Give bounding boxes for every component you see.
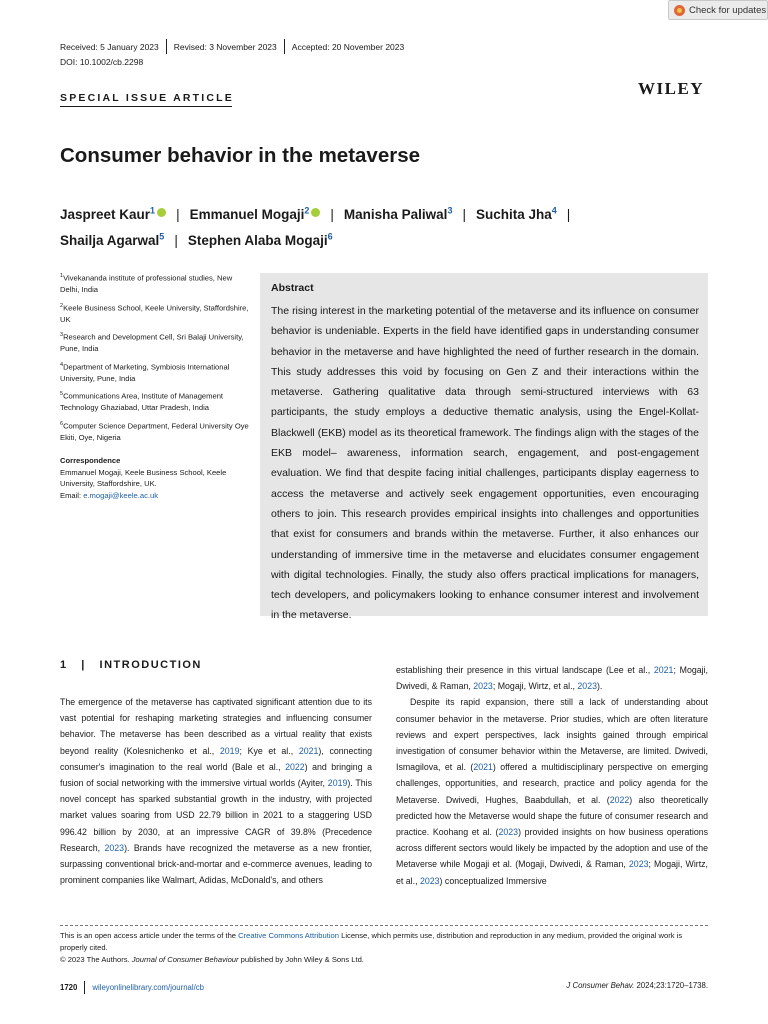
correspondence-heading: Correspondence [60, 456, 121, 466]
body-text: ). This novel concept has sparked substantial growth in the industry, with projected market values soaring from USD 22.79 billion in 2021 to a staggering USD 996.42 billion by 2030, at an impressive CAGR of 39.8% (Precedence Research, [60, 778, 372, 853]
citation-link[interactable]: 2023 [577, 681, 597, 692]
body-text: establishing their presence in this virtual landscape (Lee et al., [396, 665, 654, 675]
affiliation: $^4$Department of Marketing, Symbiosis International University, Pune, India [60, 361, 230, 383]
citation-link[interactable]: 2022 [609, 794, 630, 805]
citation-link[interactable]: 2021 [298, 745, 319, 756]
body-text: ) conceptualized Immersive [439, 875, 547, 886]
author[interactable]: Shailja Agarwal$^5$ [60, 231, 165, 248]
body-text: ). [596, 681, 603, 692]
body-text: ; Kye et al., [239, 745, 299, 756]
journal-citation: J Consumer Behav. 2024;23:1720–1738. [566, 981, 708, 990]
license-notice: This is an open access article under the terms of the Creative Commons Attribution License, which permits use, distribution and reproduction in any medium, provided the original work is properly cited. © 2023 The Authors. Journal of Consumer Behaviour published by John Wiley & Sons Ltd. [60, 931, 683, 965]
body-text: ), connecting consumer's imagination to the real world (Bale et al., [60, 745, 372, 772]
affiliation: $^1$Vivekananda institute of professional studies, New Delhi, India [60, 273, 233, 295]
author[interactable]: Emmanuel Mogaji$^2$ [189, 205, 310, 222]
affiliation: $^6$Computer Science Department, Federal University Oye Ekiti, Oye, Nigeria [60, 420, 249, 442]
citation-link[interactable]: 2023 [473, 681, 493, 692]
doi: DOI: 10.1002/cb.2298 [60, 57, 144, 67]
orcid-icon[interactable] [157, 208, 166, 217]
revised-date: Revised: 3 November 2023 [173, 41, 277, 52]
citation-link[interactable]: 2023 [104, 842, 125, 853]
page-number: 1720 [60, 983, 78, 992]
article-title: Consumer behavior in the metaverse [60, 144, 421, 167]
intro-column-left [60, 694, 372, 888]
email-link[interactable]: e.mogaji@keele.ac.uk [83, 490, 159, 500]
body-text: ) and bringing a fusion of social networking with the immersive virtual worlds (Ayiter, [60, 761, 372, 789]
affiliation: $^2$Keele Business School, Keele University, Staffordshire, UK [60, 302, 249, 324]
accepted-date: Accepted: 20 November 2023 [291, 41, 405, 52]
author-list: Jaspreet Kaur$^1$ | Emmanuel Mogaji$^2$ | Manisha Paliwal$^3$ | Suchita Jha$^4$ | Shailja Agarwal$^5$ | Stephen Alaba Mogaji$^6$ [60, 205, 571, 248]
body-text: ) also theoretically predicted how the Metaverse would shape the future of consumer research and practice. Koohang et al. ( [396, 794, 708, 838]
citation-link[interactable]: 2023 [498, 827, 519, 838]
affiliations [60, 271, 252, 506]
divider [84, 981, 85, 994]
author[interactable]: Jaspreet Kaur$^1$ [60, 205, 156, 222]
affiliation: $^5$Communications Area, Institute of Management Technology Ghaziabad, Uttar Pradesh, India [60, 391, 224, 413]
license-link[interactable]: Creative Commons Attribution [238, 931, 339, 940]
divider [60, 106, 232, 107]
body-text: ). Brands have recognized the metaverse as a new frontier, surpassing conventional brick-and-mortar and e-commerce avenues, leading to prominent companies like Walmart, Adidas, McDonald's, and others [60, 842, 372, 886]
check-for-updates-button[interactable] [668, 0, 768, 20]
body-text: ; Mogaji, Wirtz, et al., [396, 859, 708, 886]
citation-link[interactable]: 2019 [219, 745, 240, 756]
abstract-box [260, 273, 708, 622]
section-heading: 1 | INTRODUCTION [60, 659, 202, 671]
article-type: SPECIAL ISSUE ARTICLE [60, 92, 234, 104]
body-text: The emergence of the metaverse has captivated significant attention due to its vast potential for reshaping marketing strategies and influencing consumer behavior. The metaverse has been described as a virtual reality that exists beyond reality (Kolesnichenko et al., [60, 697, 372, 756]
body-text: ) provided insights on how business operations across different sectors would likely be impacted by the adoption and use of the Metaverse while Mogaji et al. (Mogaji, Dwivedi, & Raman, [396, 827, 708, 870]
body-text: ) offered a multidisciplinary perspective on emerging challenges, opportunities, and research, practice and policy agenda for the Metaverse. Dwivedi, Hughes, Baabdullah, et al. ( [396, 762, 708, 805]
article-dates [60, 39, 404, 54]
body-text: ; Mogaji, Dwivedi, & Raman, [396, 665, 708, 692]
correspondence-details: Emmanuel Mogaji, Keele Business School, Keele University, Staffordshire, UK. Email: e.mogaji@keele.ac.uk [60, 467, 227, 500]
publisher-logo: WILEY [638, 79, 705, 98]
check-for-updates-label: Check for updates [689, 4, 767, 16]
citation-link[interactable]: 2021 [653, 665, 674, 675]
orcid-icon[interactable] [311, 208, 320, 217]
divider [284, 39, 285, 54]
citation-link[interactable]: 2021 [473, 762, 493, 773]
divider [60, 925, 708, 926]
body-text: ; Mogaji, Wirtz, et al., [492, 681, 578, 692]
affiliation: $^3$Research and Development Cell, Sri Balaji University, Pune, India [60, 332, 244, 354]
received-date: Received: 5 January 2023 [60, 41, 159, 52]
journal-url-link[interactable]: wileyonlinelibrary.com/journal/cb [92, 983, 205, 992]
body-text: Despite its rapid expansion, there still a lack of understanding about consumer behavior in the metaverse. Prior studies, which are often literature reviews and expert perspectives, lack insights gained through empirical investigation of consumer behavior within the Metaverse, are limited. Dwivedi, Ismagilova, et al. ( [396, 697, 708, 773]
author[interactable]: Stephen Alaba Mogaji$^6$ [187, 231, 333, 248]
citation-link[interactable]: 2022 [285, 761, 305, 772]
abstract-heading: Abstract [271, 282, 314, 294]
check-updates-icon [674, 5, 685, 16]
author[interactable]: Suchita Jha$^4$ [475, 205, 557, 222]
citation-link[interactable]: 2023 [419, 875, 440, 886]
abstract-text: The rising interest in the marketing potential of the metaverse and its influence on consumer behavior is undeniable. Experts in the field have identified gaps in understanding consumer behavior in the metaverse and have highlighted the need of further research in the domain. This study addresses this void by focusing on Gen Z and their interactions within the metaverse. Gathering qualitative data through semi-structured interviews with 63 participants, the study employs a deductive thematic analysis, using the Engel-Kollat-Blackwell (EKB) model as its theoretical framework. The findings align with the stages of the EKB model– awareness, information search, engagement, and post-engagement evaluation. We find that despite facing initial challenges, participants display eagerness to access the metaverse and actively seek engagement opportunities, even encouraging others to join. This research provides empirical insights into challenges and opportunities that exist for consumers and brands within the metaverse. Further, it also enhances our understanding of immersive time in the metaverse and elucidates consumer engagement with digital technologies. Finally, the study also offers practical implications for managers, tech developers, and policymakers looking to enhance consumer interest and involvement in the metaverse. [271, 305, 699, 622]
intro-column-right [396, 662, 708, 889]
citation-link[interactable]: 2019 [327, 778, 348, 789]
author[interactable]: Manisha Paliwal$^3$ [343, 205, 453, 222]
page-footer [60, 981, 708, 994]
citation-link[interactable]: 2023 [628, 859, 649, 870]
divider [166, 39, 167, 54]
